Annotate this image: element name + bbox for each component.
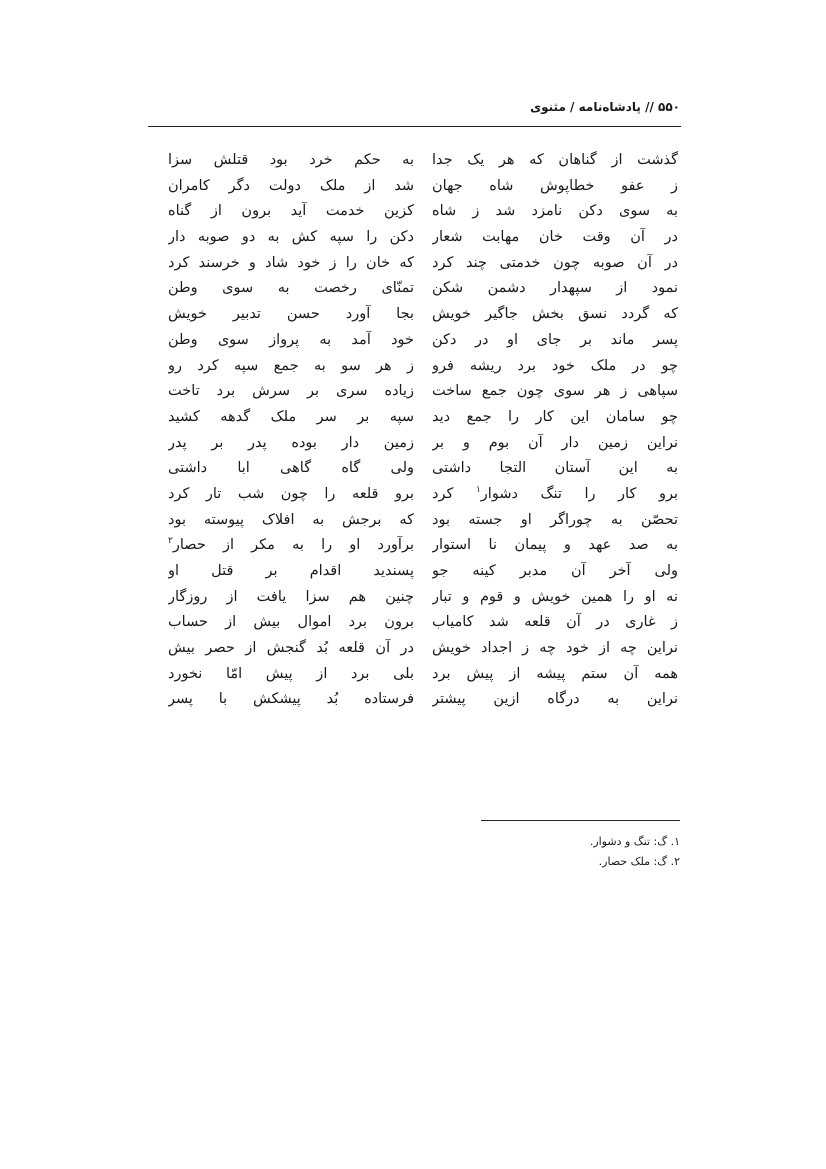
verse-line: ز عفو خطاپوش شاه جهان bbox=[432, 177, 678, 194]
verse-line: که گردد نسق بخش جاگیر خویش bbox=[432, 306, 678, 323]
running-header-text: ۵۵۰ // پادشاه‌نامه / مثنوی bbox=[530, 100, 680, 114]
verse-line: در آن قلعه بُد گنجش از حصر بیش bbox=[168, 640, 414, 657]
poem-column-right bbox=[432, 148, 678, 713]
verse-line: چو در ملک خود برد ریشه فرو bbox=[432, 357, 678, 374]
verse-line: زیاده سری بر سرش برد تاخت bbox=[168, 383, 414, 400]
verse-line: شد از ملک دولت دگر کامران bbox=[168, 177, 414, 194]
verse-text-end: کرد bbox=[432, 485, 454, 502]
verse-line: نمود از سپهدار دشمن شکن bbox=[432, 280, 678, 297]
verse-line: ز هر سو به جمع سپه کرد رو bbox=[168, 357, 414, 374]
verse-line: سپه بر سر ملک گدهه کشید bbox=[168, 408, 414, 425]
verse-line: تمنّای رخصت به سوی وطن bbox=[168, 280, 414, 297]
verse-line: همه آن ستم پیشه از پیش برد bbox=[432, 665, 678, 682]
verse-line: ز غاری در آن قلعه شد کامیاب bbox=[432, 614, 678, 631]
verse-line: به این آستان التجا داشتی bbox=[432, 460, 678, 477]
verse-line: تحصّن به چوراگر او جسته بود bbox=[432, 511, 678, 528]
footnote-1: ۱. گ: تنگ و دشوار. bbox=[589, 835, 680, 848]
verse-line: زمین دار بوده پدر بر پدر bbox=[168, 434, 414, 451]
verse-line: چنین هم سزا یافت از روزگار bbox=[168, 588, 414, 605]
footnote-marker-1: ۱ bbox=[475, 485, 481, 496]
verse-line: در آن صوبه چون خدمتی چند کرد bbox=[432, 254, 678, 271]
footnote-divider bbox=[481, 820, 680, 821]
verse-line: به حکم خرد بود قتلش سزا bbox=[168, 152, 414, 168]
verse-line: چو سامان این کار را جمع دید bbox=[432, 408, 678, 425]
verse-line: نراین زمین دار آن بوم و بر bbox=[432, 434, 678, 451]
verse-line: به صد عهد و پیمان نا استوار bbox=[432, 537, 678, 554]
verse-line-with-footnote bbox=[432, 482, 678, 508]
verse-line: پسندید اقدام بر قتل او bbox=[168, 563, 414, 579]
verse-line: دکن را سپه کش به دو صوبه دار bbox=[168, 229, 414, 246]
verse-line: نراین به درگاه ازین پیشتر bbox=[432, 691, 678, 708]
verse-line: که برجش به افلاک پیوسته بود bbox=[168, 511, 414, 528]
verse-line: نه او را همین خویش و قوم و تبار bbox=[432, 588, 678, 605]
verse-line: که خان را ز خود شاد و خرسند کرد bbox=[168, 254, 414, 271]
verse-line: فرستاده بُد پیشکش با پسر bbox=[168, 691, 414, 708]
verse-line: گذشت از گناهان که هر یک جدا bbox=[432, 152, 678, 168]
verse-line: سپاهی ز هر سوی چون جمع ساخت bbox=[432, 383, 678, 400]
verse-line: در آن وقت خان مهابت شعار bbox=[432, 229, 678, 246]
verse-line: پسر ماند بر جای او در دکن bbox=[432, 331, 678, 348]
verse-line: برون برد اموال بیش از حساب bbox=[168, 614, 414, 631]
verse-line: بجا آورد حسن تدبیر خویش bbox=[168, 306, 414, 323]
verse-line: بلی برد از پیش امّا نخورد bbox=[168, 665, 414, 682]
verse-line: برو قلعه را چون شب تار کرد bbox=[168, 485, 414, 502]
verse-line-with-footnote bbox=[168, 533, 414, 559]
poem-column-left bbox=[168, 148, 414, 713]
verse-line: ولی گاه گاهی ابا داشتی bbox=[168, 460, 414, 477]
footnote-2: ۲. گ: ملک حصار. bbox=[598, 855, 680, 868]
verse-line: به سوی دکن نامزد شد ز شاه bbox=[432, 203, 678, 220]
verse-text: برو کار را تنگ دشوار bbox=[480, 485, 678, 502]
running-header bbox=[148, 100, 680, 124]
verse-text: برآورد او را به مکر از حصار bbox=[172, 537, 414, 554]
header-divider bbox=[148, 126, 681, 127]
verse-line: نراین چه از خود چه ز اجداد خویش bbox=[432, 640, 678, 657]
verse-line: کزین خدمت آید برون از گناه bbox=[168, 203, 414, 220]
footnotes bbox=[430, 832, 680, 872]
verse-line: ولی آخر آن مدبر کینه جو bbox=[432, 563, 678, 579]
footnote-marker-2: ۲ bbox=[168, 536, 173, 547]
verse-line: خود آمد به پرواز سوی وطن bbox=[168, 331, 414, 348]
